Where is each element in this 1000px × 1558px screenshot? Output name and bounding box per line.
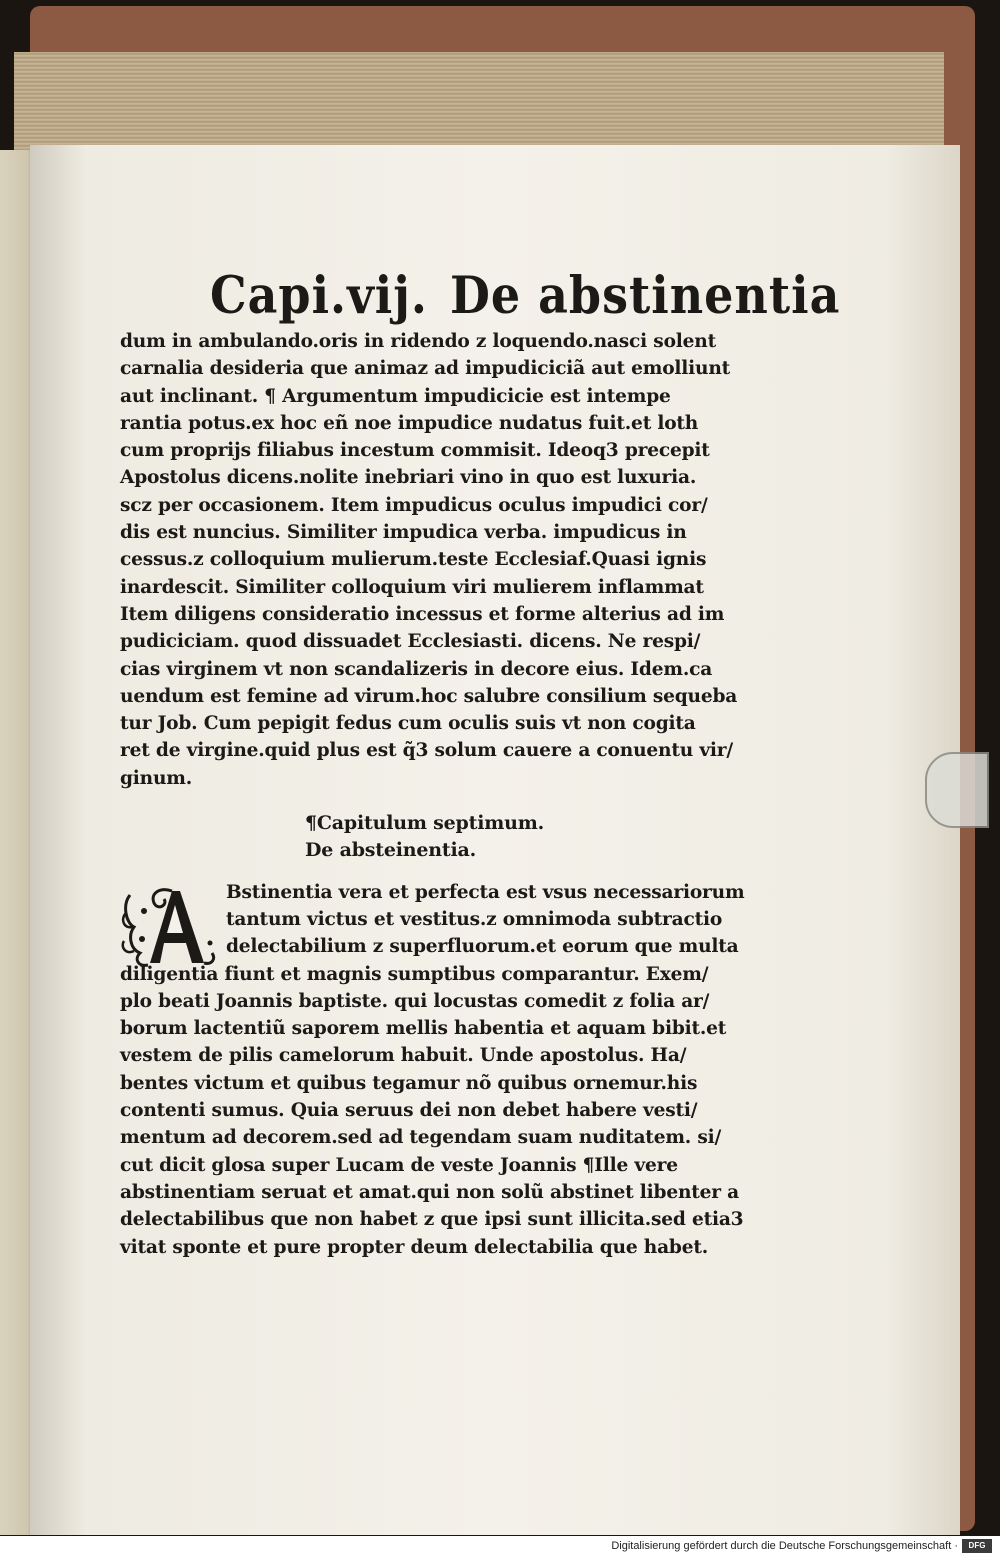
text-line: cias virginem vt non scandalizeris in decore eius. Idem.ca — [120, 658, 713, 680]
footer-credit: Digitalisierung gefördert durch die Deutsche Forschungsgemeinschaft · — [611, 1540, 958, 1552]
text-line: carnalia desideria que animaz ad impudiciciã aut emolliunt — [120, 358, 731, 380]
text-block — [120, 264, 841, 1261]
footer-bar — [0, 1536, 1000, 1558]
running-head — [120, 264, 841, 326]
text-line: pudiciciam. quod dissuadet Ecclesiasti. dicens. Ne respi/ — [120, 631, 701, 653]
text-line: delectabilibus que non habet z que ipsi sunt illicita.sed etia3 — [120, 1209, 744, 1231]
text-line: ginum. — [120, 767, 193, 789]
text-line: inardescit. Similiter colloquium viri mulierem inflammat — [120, 576, 704, 598]
text-line: tur Job. Cum pepigit fedus cum oculis suis vt non cogita — [120, 713, 696, 735]
chapter-title-line: ¶Capitulum septimum. — [305, 812, 545, 835]
text-line: contenti sumus. Quia seruus dei non debet habere vesti/ — [120, 1100, 698, 1122]
text-line: vestem de pilis camelorum habuit. Unde apostolus. Ha/ — [120, 1045, 687, 1067]
bookmark-clip — [925, 752, 989, 828]
text-line: scz per occasionem. Item impudicus oculus impudici cor/ — [120, 494, 708, 516]
text-line: Apostolus dicens.nolite inebriari vino in quo est luxuria. — [120, 467, 697, 489]
text-line: borum lactentiũ saporem mellis habentia et aquam bibit.et — [120, 1018, 727, 1040]
text-line: abstinentiam seruat et amat.qui non solũ abstinet libenter a — [120, 1181, 740, 1203]
text-line: ret de virgine.quid plus est q̃3 solum cauere a conuentu vir/ — [120, 740, 733, 762]
paragraph-2 — [120, 879, 760, 1261]
text-line: Bstinentia vera et perfecta est vsus necessariorum — [226, 881, 745, 903]
text-line: dum in ambulando.oris in ridendo z loquendo.nasci solent — [120, 331, 716, 352]
page-edges — [14, 52, 944, 152]
paragraph-1 — [120, 328, 760, 792]
text-line: dis est nuncius. Similiter impudica verba. impudicus in — [120, 522, 687, 544]
text-line: rantia potus.ex hoc eñ noe impudice nudatus fuit.et loth — [120, 412, 699, 434]
text-line: tantum victus et vestitus.z omnimoda subtractio — [226, 908, 723, 930]
text-line: mentum ad decorem.sed ad tegendam suam nuditatem. si/ — [120, 1127, 722, 1149]
text-line: diligentia fiunt et magnis sumptibus comparantur. Exem/ — [120, 963, 709, 985]
running-head-left: Capi.vij. — [210, 264, 428, 326]
text-line: vitat sponte et pure propter deum delectabilia que habet. — [120, 1236, 709, 1258]
text-line: cessus.z colloquium mulierum.teste Ecclesiaf.Quasi ignis — [120, 549, 707, 571]
text-line: cum proprijs filiabus incestum commisit. Ideoq3 precepit — [120, 440, 710, 462]
decorated-initial-a — [120, 883, 220, 969]
text-line: Item diligens consideratio incessus et forme alterius ad im — [120, 603, 725, 625]
text-line: delectabilium z superfluorum.et eorum que multa — [226, 936, 739, 958]
chapter-title — [120, 810, 760, 865]
text-line: bentes victum et quibus tegamur nõ quibus ornemur.his — [120, 1072, 698, 1094]
chapter-title-line: De absteinentia. — [305, 839, 476, 862]
text-line: uendum est femine ad virum.hoc salubre consilium sequeba — [120, 685, 738, 707]
running-head-right: De abstinentia — [449, 264, 841, 326]
text-line: aut inclinant. ¶ Argumentum impudicicie est intempe — [120, 385, 671, 407]
text-line: cut dicit glosa super Lucam de veste Joannis ¶Ille vere — [120, 1154, 678, 1176]
text-line: plo beati Joannis baptiste. qui locustas comedit z folia ar/ — [120, 990, 710, 1012]
dfg-logo: DFG — [962, 1539, 992, 1553]
